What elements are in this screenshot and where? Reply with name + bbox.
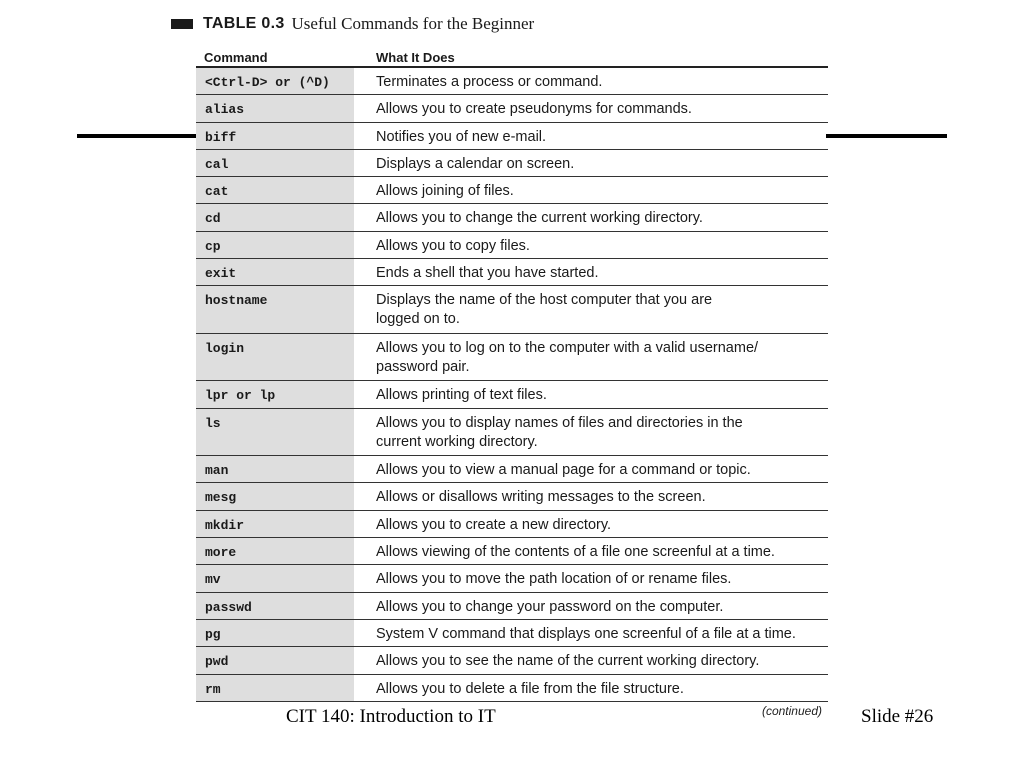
description-cell: Allows you to create pseudonyms for commands. bbox=[376, 101, 692, 118]
description-cell: Allows joining of files. bbox=[376, 183, 514, 200]
description-cell: Ends a shell that you have started. bbox=[376, 265, 599, 282]
title-marker bbox=[171, 19, 193, 29]
description-cell: Notifies you of new e-mail. bbox=[376, 128, 547, 145]
description-cell: Allows you to see the name of the current working directory. bbox=[376, 653, 760, 670]
command-cell: cal bbox=[196, 150, 354, 176]
table-row bbox=[196, 334, 828, 382]
table-row bbox=[196, 456, 828, 483]
description-cell: Allows you to delete a file from the file structure. bbox=[376, 680, 684, 697]
description-cell: System V command that displays one screenful of a file at a time. bbox=[376, 625, 796, 642]
command-cell: mkdir bbox=[196, 511, 354, 537]
command-cell: cd bbox=[196, 204, 354, 230]
command-cell: hostname bbox=[196, 286, 354, 333]
table-row bbox=[196, 647, 828, 674]
table-row bbox=[196, 593, 828, 620]
table-row bbox=[196, 286, 828, 334]
decorative-rule-left bbox=[77, 134, 197, 138]
table-title-text: Useful Commands for the Beginner bbox=[291, 14, 535, 33]
table-row bbox=[196, 483, 828, 510]
decorative-rule-right bbox=[826, 134, 947, 138]
command-cell: biff bbox=[196, 123, 354, 149]
table-row bbox=[196, 232, 828, 259]
description-cell: Allows you to change your password on the computer. bbox=[376, 598, 724, 615]
table-row bbox=[196, 381, 828, 408]
command-cell: alias bbox=[196, 95, 354, 121]
command-cell: cat bbox=[196, 177, 354, 203]
description-cell: Allows you to create a new directory. bbox=[376, 516, 612, 533]
description-cell: Allows you to display names of files and directories in the current working directory. bbox=[376, 414, 743, 450]
table-row bbox=[196, 177, 828, 204]
continued-note: (continued) bbox=[761, 704, 822, 718]
command-cell: pg bbox=[196, 620, 354, 646]
description-cell: Allows you to view a manual page for a command or topic. bbox=[376, 462, 751, 479]
command-cell: pwd bbox=[196, 647, 354, 673]
description-cell: Allows you to log on to the computer with a valid username/ password pair. bbox=[376, 339, 759, 375]
description-cell: Allows you to move the path location of or rename files. bbox=[376, 571, 732, 588]
table-row bbox=[196, 620, 828, 647]
description-cell: Displays a calendar on screen. bbox=[376, 155, 575, 172]
description-cell: Allows you to change the current working directory. bbox=[376, 210, 703, 227]
table-header bbox=[196, 50, 828, 68]
command-cell: cp bbox=[196, 232, 354, 258]
description-cell: Terminates a process or command. bbox=[376, 74, 603, 90]
course-footer: CIT 140: Introduction to IT bbox=[286, 706, 496, 727]
command-cell: ls bbox=[196, 409, 354, 456]
command-cell: rm bbox=[196, 675, 354, 701]
command-cell: mesg bbox=[196, 483, 354, 509]
command-cell: more bbox=[196, 538, 354, 564]
table-row bbox=[196, 204, 828, 231]
column-header-description: What It Does bbox=[376, 50, 455, 65]
command-cell: exit bbox=[196, 259, 354, 285]
slide-number: Slide #26 bbox=[861, 706, 934, 727]
table-row bbox=[196, 511, 828, 538]
table-row bbox=[196, 150, 828, 177]
table-row bbox=[196, 675, 828, 702]
table-row bbox=[196, 538, 828, 565]
column-header-command: Command bbox=[204, 50, 268, 65]
description-cell: Displays the name of the host computer that you are logged on to. bbox=[376, 292, 713, 328]
table-label: TABLE 0.3 bbox=[203, 15, 285, 32]
description-cell: Allows viewing of the contents of a file one screenful at a time. bbox=[376, 544, 775, 561]
description-cell: Allows or disallows writing messages to the screen. bbox=[376, 489, 706, 506]
table-row bbox=[196, 259, 828, 286]
table-row bbox=[196, 68, 828, 95]
table-body bbox=[196, 68, 828, 702]
table-row bbox=[196, 409, 828, 457]
command-cell: passwd bbox=[196, 593, 354, 619]
table-row bbox=[196, 123, 828, 150]
description-cell: Allows printing of text files. bbox=[376, 387, 547, 404]
command-cell: lpr or lp bbox=[196, 381, 354, 407]
command-cell: mv bbox=[196, 565, 354, 591]
table-title bbox=[171, 12, 534, 36]
command-cell: <Ctrl-D> or (^D) bbox=[196, 68, 354, 94]
description-cell: Allows you to copy files. bbox=[376, 237, 530, 254]
command-cell: login bbox=[196, 334, 354, 381]
table-row bbox=[196, 95, 828, 122]
command-cell: man bbox=[196, 456, 354, 482]
table-row bbox=[196, 565, 828, 592]
